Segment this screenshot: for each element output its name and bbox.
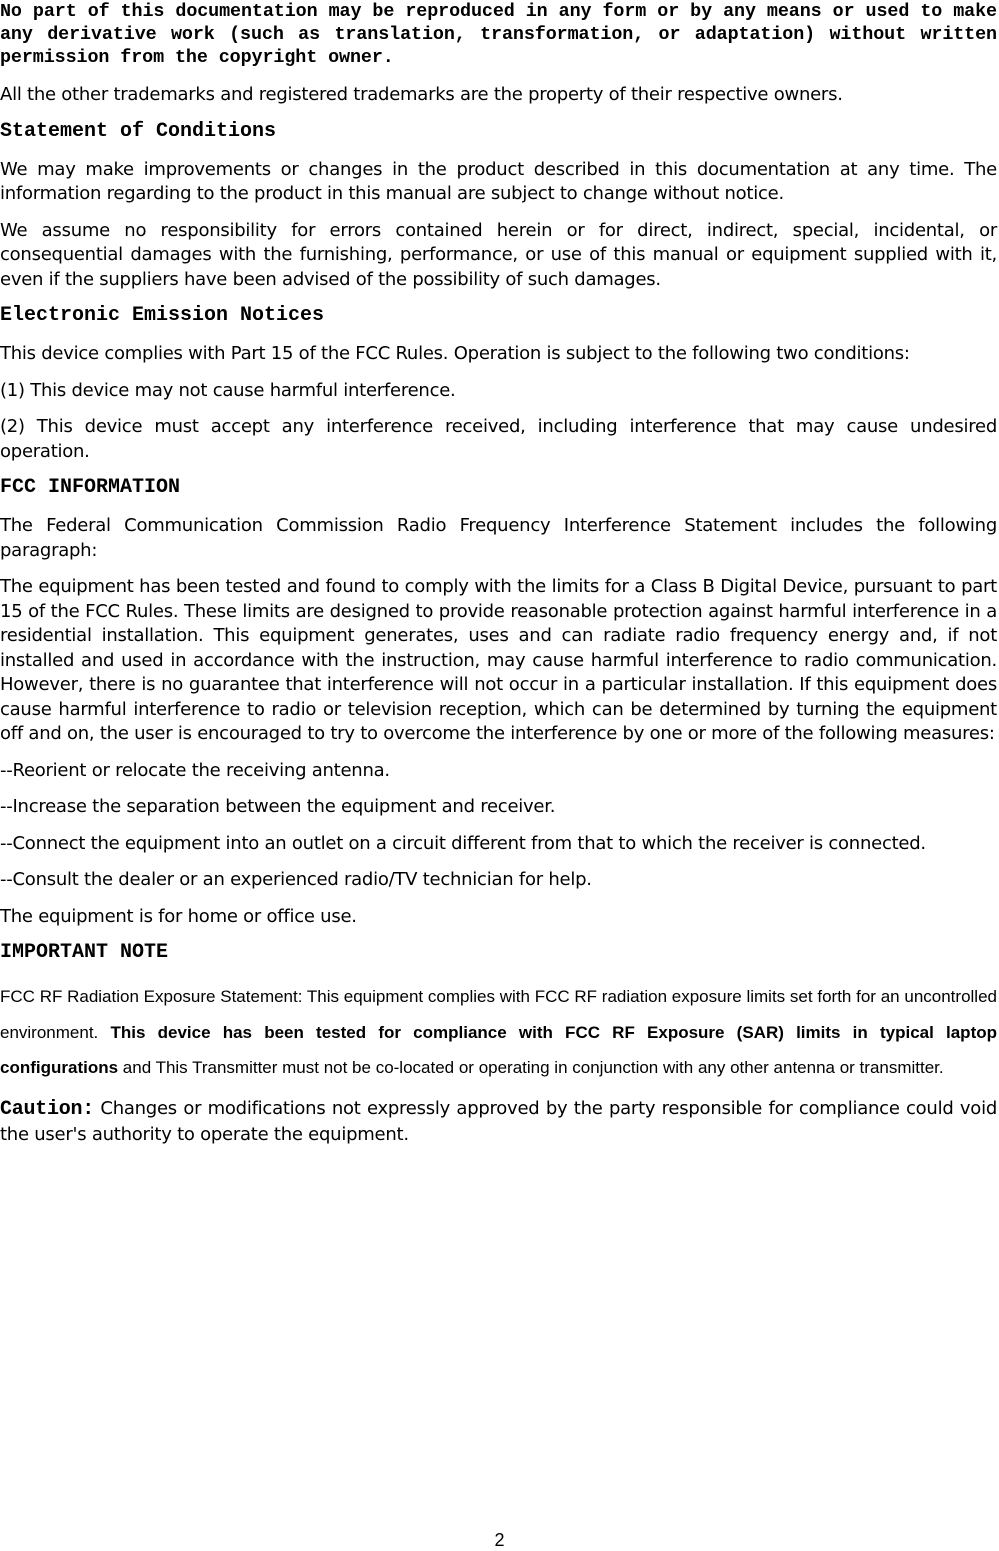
emission-paragraph-1: This device complies with Part 15 of the FCC Rules. Operation is subject to the following two conditions: (0, 343, 910, 364)
caution-label: Caution: (0, 1097, 95, 1121)
important-text-a: FCC RF Radiation Exposure Statement: This equipment complies with FCC RF radiation exposure limits set forth for an uncontrolled environment. (0, 987, 997, 1042)
fcc-measure-2: --Increase the separation between the equipment and receiver. (0, 796, 556, 817)
conditions-paragraph-1: We may make improvements or changes in the product described in this documentation at any time. The information regarding to the product in this manual are subject to change without notice. (0, 158, 997, 204)
fcc-paragraph-1: The Federal Communication Commission Radio Frequency Interference Statement includes the following paragraph: (0, 515, 997, 561)
fcc-measure-4: --Consult the dealer or an experienced radio/TV technician for help. (0, 869, 592, 890)
page-number: 2 (494, 1530, 505, 1550)
copyright-notice: No part of this documentation may be reproduced in any form or by any means or used to make any derivative work (such as translation, transformation, or adaptation) without written permission from the copyright owner. (0, 1, 997, 68)
important-heading: IMPORTANT NOTE (0, 941, 169, 964)
important-text-b: and This Transmitter must not be co-located or operating in conjunction with any other antenna or transmitter. (118, 1058, 944, 1077)
important-text-bold: This device has been tested for compliance with FCC RF Exposure (SAR) limits in typical laptop configurations (0, 1022, 997, 1077)
emission-heading: Electronic Emission Notices (0, 304, 325, 327)
caution-paragraph (0, 1096, 997, 1147)
fcc-measure-3: --Connect the equipment into an outlet on a circuit different from that to which the receiver is connected. (0, 832, 926, 854)
fcc-heading: FCC INFORMATION (0, 476, 181, 499)
conditions-paragraph-2: We assume no responsibility for errors contained herein or for direct, indirect, special, incidental, or consequential damages with the furnishing, performance, or use of this manual or equipment supplied with it, even if the suppliers have been advised of the possibility of such damages. (0, 219, 997, 290)
fcc-paragraph-2: The equipment has been tested and found to comply with the limits for a Class B Digital Device, pursuant to part 15 of the FCC Rules. These limits are designed to provide reasonable protection against harmful interference in a residential installation. This equipment generates, uses and can radiate radio frequency energy and, if not installed and used in accordance with the instruction, may cause harmful interference to radio communication. However, there is no guarantee that interference will not occur in a particular installation. If this equipment does cause harmful interference to radio or television reception, which can be determined by turning the equipment off and on, the user is encouraged to try to overcome the interference by one or more of the following measures: (0, 576, 997, 744)
fcc-paragraph-3: The equipment is for home or office use. (0, 905, 357, 927)
fcc-measure-1: --Reorient or relocate the receiving antenna. (0, 759, 390, 781)
emission-condition-2: (2) This device must accept any interference received, including interference that may cause undesired operation. (0, 416, 997, 462)
emission-condition-1: (1) This device may not cause harmful interference. (0, 379, 456, 401)
conditions-heading: Statement of Conditions (0, 119, 277, 143)
trademarks-notice: All the other trademarks and registered trademarks are the property of their respective owners. (0, 84, 843, 105)
caution-text: Changes or modifications not expressly approved by the party responsible for compliance could void the user's authority to operate the equipment. (0, 1097, 997, 1145)
important-note (0, 979, 997, 1086)
